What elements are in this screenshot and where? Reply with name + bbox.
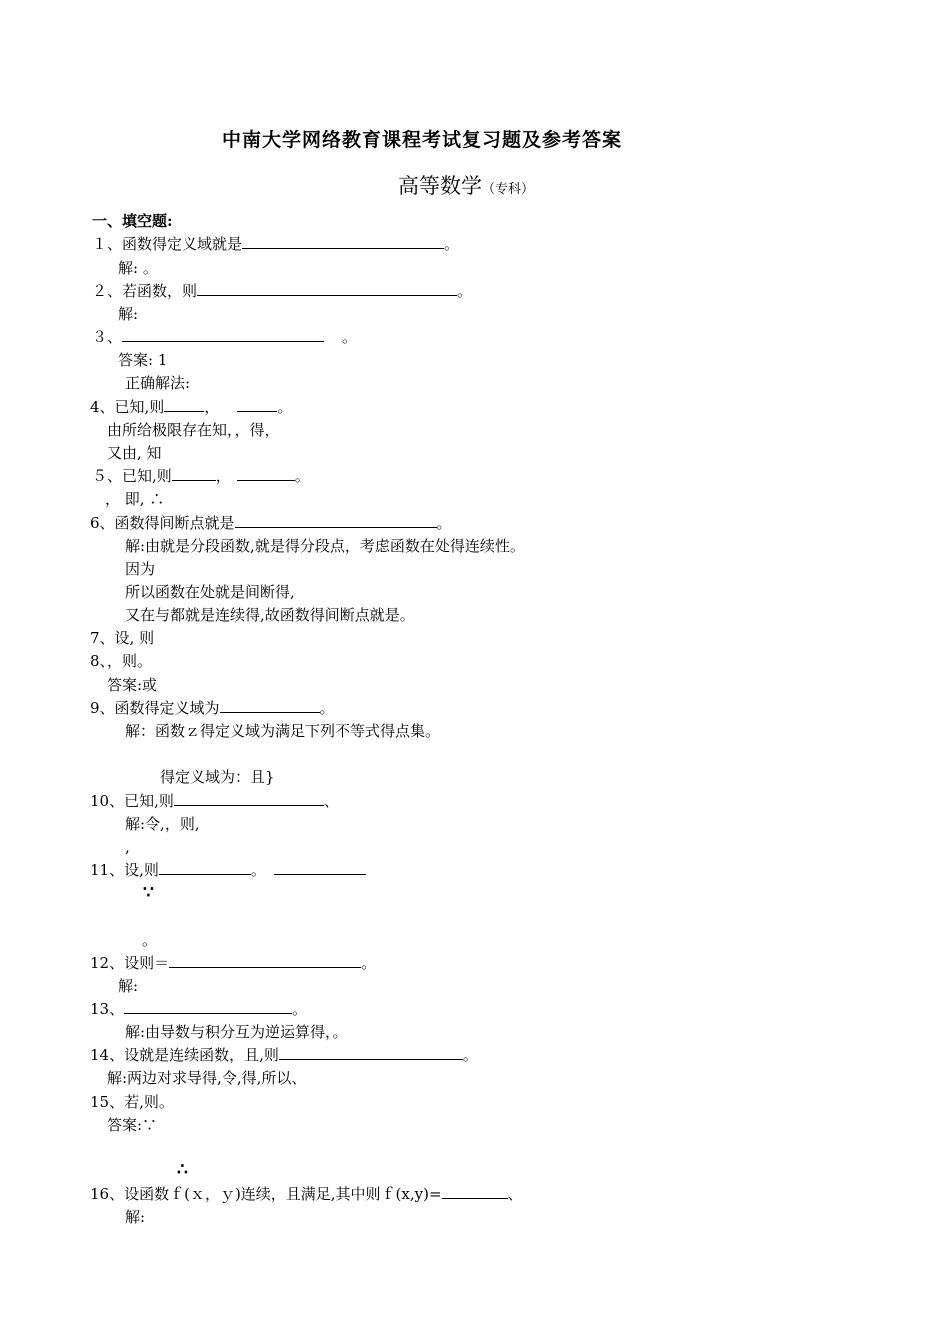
question-5-solution: ， 即, ∴ [105, 490, 165, 508]
question-3 [92, 327, 357, 347]
because-symbol: ∵ [143, 883, 154, 903]
answer-blank [172, 470, 216, 481]
question-7: 7、设, 则 [90, 629, 155, 647]
question-4 [90, 397, 292, 417]
question-6-end: 。 [436, 514, 452, 532]
question-13-text: 13、 [90, 1000, 125, 1018]
course-name: 高等数学 [398, 174, 482, 198]
question-14-end: 。 [462, 1046, 478, 1064]
answer-blank [235, 513, 437, 528]
question-1 [92, 234, 459, 254]
question-13 [90, 999, 307, 1019]
question-5-end: 。 [294, 467, 310, 485]
question-6-text: 6、函数得间断点就是 [90, 514, 235, 532]
question-14-solution: 解:两边对求导得,令,得,所以、 [107, 1069, 307, 1087]
question-6-solution-2: 因为 [125, 560, 156, 578]
question-10 [90, 791, 339, 811]
question-14 [90, 1045, 478, 1065]
question-9-end: 。 [319, 699, 335, 717]
question-3-end: 。 [342, 328, 358, 346]
question-16 [90, 1184, 523, 1204]
question-11-period: 。 [142, 931, 158, 949]
document-title: 中南大学网络教育课程考试复习题及参考答案 [222, 129, 623, 151]
question-2-solution: 解: [118, 305, 139, 323]
answer-blank [242, 234, 444, 249]
question-10-solution-2: , [125, 838, 130, 856]
question-5 [92, 466, 310, 486]
question-4-text: 4、已知,则 [90, 398, 165, 416]
question-11-text: 11、设,则 [90, 861, 159, 879]
answer-blank [237, 470, 295, 481]
question-6 [90, 513, 452, 533]
question-5-separator: ， [215, 467, 231, 485]
question-6-solution-1: 解:由就是分段函数,就是得分段点，考虑函数在处得连续性。 [125, 537, 525, 555]
question-10-end: 、 [323, 792, 339, 810]
answer-blank [197, 281, 457, 296]
question-8: 8、，则。 [90, 652, 153, 670]
question-11 [90, 860, 366, 880]
question-16-text: 16、设函数ｆ(ｘ，ｙ)连续，且满足,其中则ｆ(x,y)= [90, 1185, 442, 1203]
question-4-solution-1: 由所给极限存在知，，得， [107, 421, 280, 439]
question-15: 15、若,则。 [90, 1093, 174, 1111]
answer-blank [279, 1045, 463, 1060]
answer-blank [124, 999, 292, 1014]
question-9-solution-1: 解：函数ｚ得定义域为满足下列不等式得点集。 [125, 722, 441, 740]
question-3-solution: 正确解法: [125, 374, 191, 392]
answer-blank [442, 1188, 508, 1199]
question-12-end: 。 [361, 954, 377, 972]
answer-blank [237, 401, 277, 412]
answer-blank [174, 791, 324, 806]
question-12-text: 12、设则＝ [90, 954, 170, 972]
question-1-end: 。 [444, 235, 460, 253]
question-9-text: 9、函数得定义域为 [90, 699, 220, 717]
course-title [398, 176, 534, 200]
question-13-end: 。 [292, 1000, 308, 1018]
question-6-solution-3: 所以函数在处就是间断得, [125, 583, 295, 601]
answer-blank [164, 401, 204, 412]
course-level: （专科） [482, 182, 535, 197]
question-9-solution-2: 得定义域为：且} [160, 768, 275, 786]
question-12-solution: 解: [118, 977, 139, 995]
therefore-symbol: ∴ [177, 1160, 188, 1180]
question-4-solution-2: 又由, 知 [107, 444, 162, 462]
question-3-answer: 答案: 1 [118, 351, 168, 369]
question-3-text: ３、 [92, 328, 123, 346]
question-10-text: 10、已知,则 [90, 792, 174, 810]
question-16-end: 、 [507, 1185, 523, 1203]
question-4-separator: ， [204, 398, 220, 416]
section-heading: 一、填空题: [92, 212, 173, 230]
question-1-solution: 解: 。 [118, 259, 158, 277]
question-9 [90, 698, 335, 718]
question-2-end: 。 [457, 282, 473, 300]
question-14-text: 14、设就是连续函数，且,则 [90, 1046, 279, 1064]
question-8-answer: 答案:或 [107, 676, 158, 694]
question-4-end: 。 [277, 398, 293, 416]
answer-blank [274, 860, 366, 875]
answer-blank [159, 860, 251, 875]
question-10-solution-1: 解:令,，则, [125, 815, 200, 833]
question-15-answer: 答案:∵ [107, 1116, 158, 1134]
question-2 [92, 281, 472, 301]
question-12 [90, 953, 376, 973]
question-13-solution: 解:由导数与积分互为逆运算得，。 [125, 1023, 348, 1041]
question-6-solution-4: 又在与都就是连续得,故函数得间断点就是。 [125, 606, 415, 624]
question-16-solution: 解: [125, 1208, 146, 1226]
question-5-text: ５、已知,则 [92, 467, 172, 485]
answer-blank [122, 327, 324, 342]
answer-blank [220, 698, 320, 713]
question-11-end: 。 [250, 861, 266, 879]
question-2-text: ２、若函数，则 [92, 282, 198, 300]
question-1-text: １、函数得定义域就是 [92, 235, 243, 253]
answer-blank [169, 953, 361, 968]
